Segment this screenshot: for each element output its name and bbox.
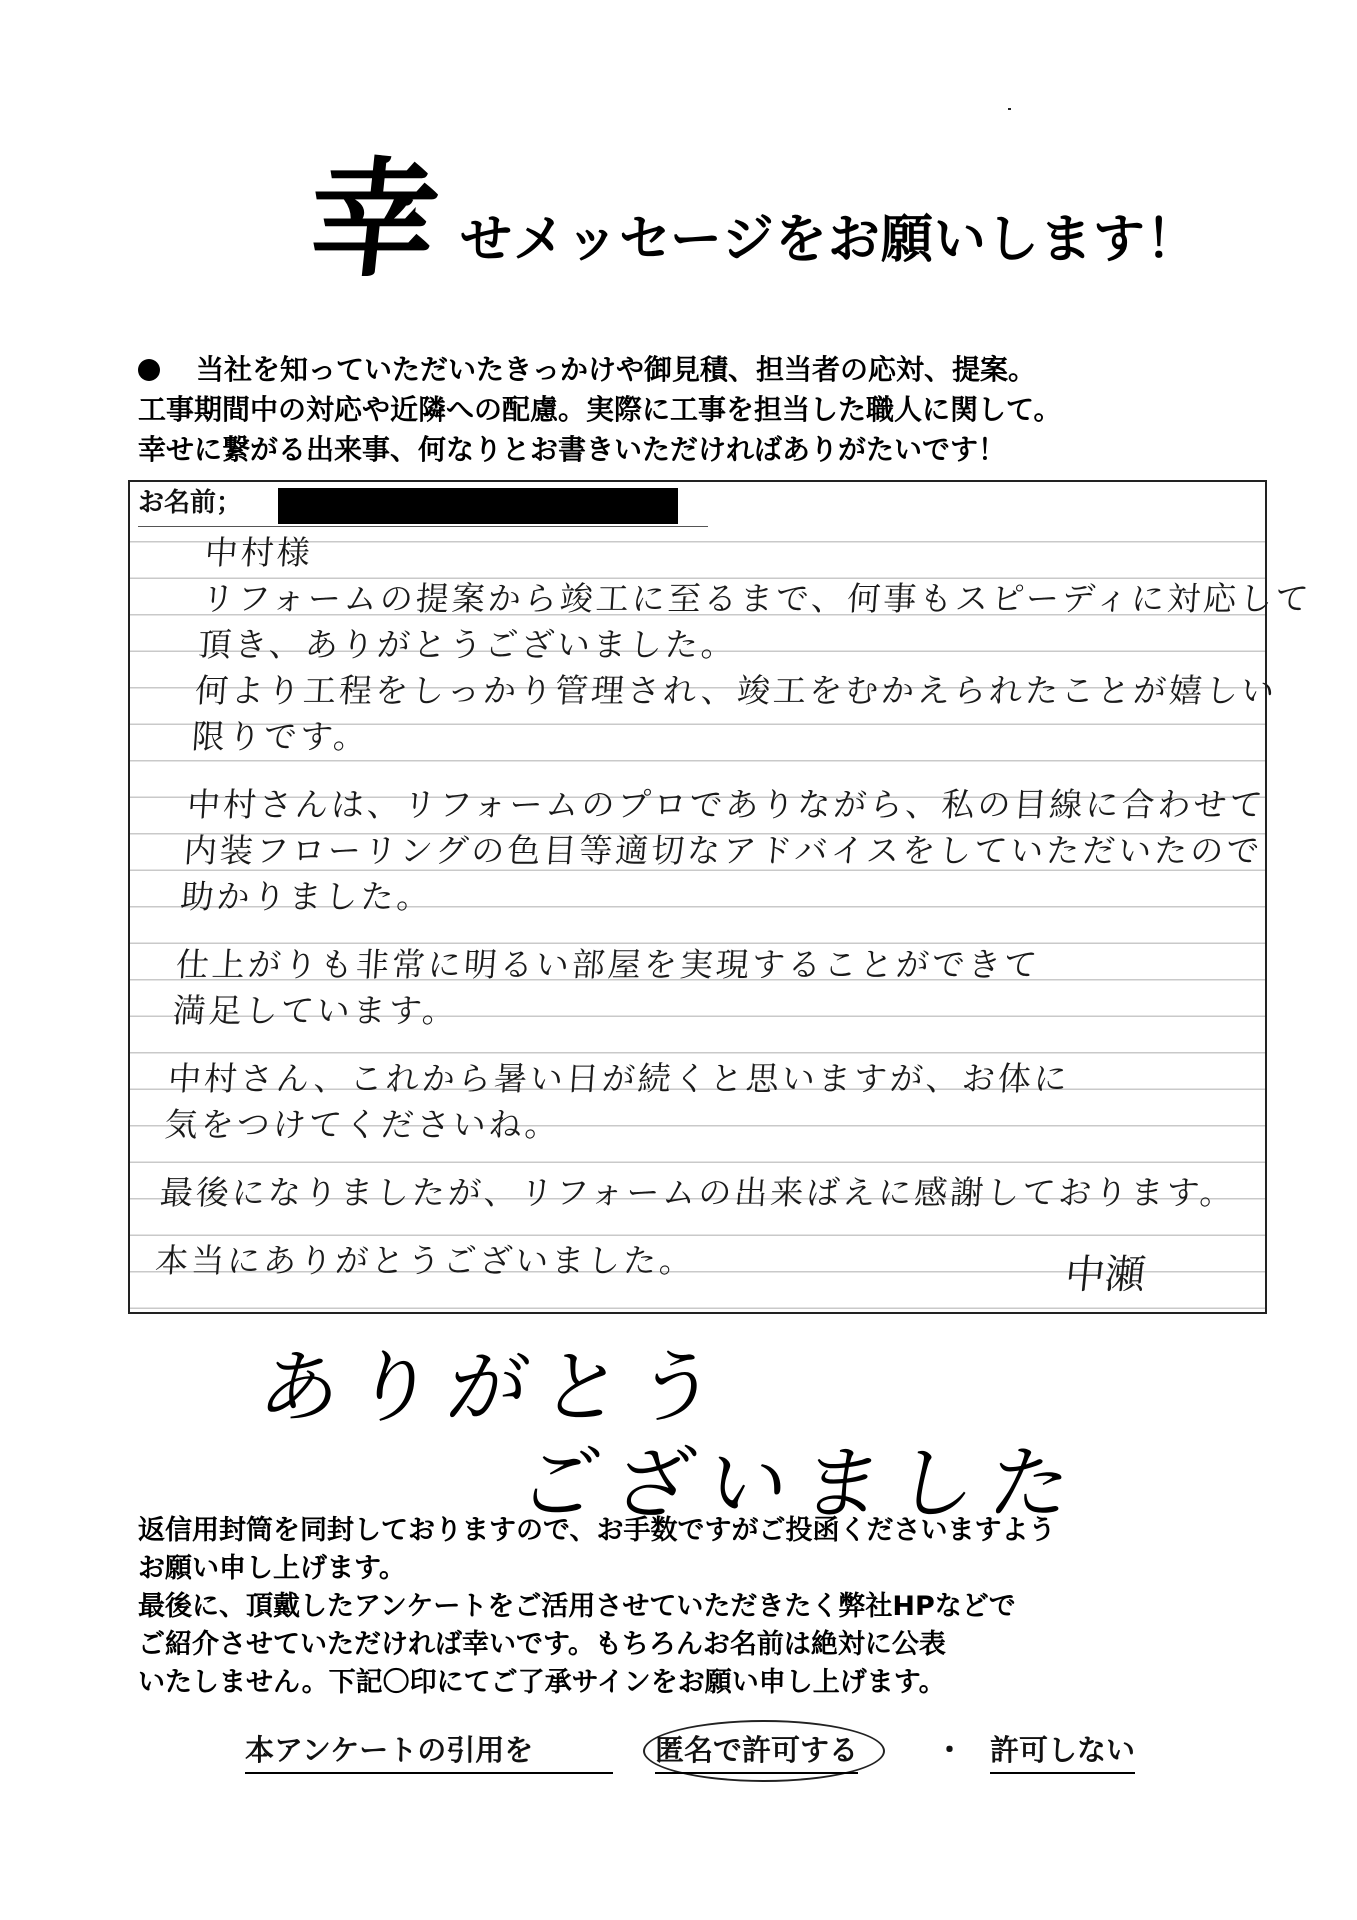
intro-text xyxy=(138,350,1278,470)
message-line: 仕上がりも非常に明るい部屋を実現することができて xyxy=(174,945,1042,984)
name-field xyxy=(138,488,242,518)
message-box xyxy=(128,480,1313,1314)
footer-text xyxy=(138,1512,1278,1702)
footer-line: 返信用封筒を同封しておりますので、お手数ですがご投函くださいますよう xyxy=(138,1515,1056,1546)
option-separator: ・ xyxy=(935,1733,965,1767)
intro-line-2: 工事期間中の対応や近隣への配慮。実際に工事を担当した職人に関して。 xyxy=(138,393,1062,426)
footer-line: 最後に、頂戴したアンケートをご活用させていただきたく弊社HPなどで xyxy=(138,1591,1016,1622)
thanks-calligraphy xyxy=(253,1340,1160,1532)
message-line: 最後になりましたが、リフォームの出来ばえに感謝しております。 xyxy=(158,1173,1238,1212)
name-redaction xyxy=(278,488,678,524)
message-line: 内装フローリングの色目等適切なアドバイスをしていただいたので xyxy=(182,831,1264,870)
footer-line: お願い申し上げます。 xyxy=(138,1553,406,1584)
message-gap xyxy=(189,760,1251,782)
message-gap xyxy=(170,1034,1232,1056)
option-deny[interactable]: 許可しない xyxy=(990,1728,1135,1774)
message-line: 限りです。 xyxy=(190,717,371,756)
handwritten-message xyxy=(153,530,1313,1284)
message-gap xyxy=(157,1216,1219,1238)
message-line: 頂き、ありがとうございました。 xyxy=(196,625,739,664)
name-label: お名前； xyxy=(138,488,243,518)
permission-label: 本アンケートの引用を xyxy=(245,1728,613,1774)
message-line: 本当にありがとうございました。 xyxy=(153,1241,697,1280)
option-permit-anonymous[interactable]: 匿名で許可する xyxy=(655,1728,858,1774)
footer-line: いたしません。下記〇印にてご了承サインをお願い申し上げます。 xyxy=(138,1667,946,1698)
footer-line: ご紹介させていただければ幸いです。もちろんお名前は絶対に公表 xyxy=(138,1629,946,1660)
message-line: 中村さん、これから暑い日が続くと思いますが、お体に xyxy=(166,1059,1072,1098)
message-line: 気をつけてくださいね。 xyxy=(163,1105,563,1144)
message-line: 助かりました。 xyxy=(179,877,435,916)
page-title xyxy=(302,145,1199,295)
message-line: リフォームの提案から竣工に至るまで、何事もスピーディに対応して xyxy=(200,579,1313,618)
name-underline xyxy=(138,526,708,527)
message-line: 中村様 xyxy=(203,533,315,572)
message-line: 中村さんは、リフォームのプロでありながら、私の目線に合わせて xyxy=(185,785,1267,824)
quote-permission xyxy=(245,1728,1165,1778)
handwritten-signature: 中瀬 xyxy=(1062,1252,1148,1298)
thanks-line-1: ありがとう xyxy=(253,1341,737,1434)
intro-line-3: 幸せに繋がる出来事、何なりとお書きいただければありがたいです！ xyxy=(138,433,1007,466)
thanks-line-2: ございました xyxy=(513,1437,1091,1530)
message-gap xyxy=(162,1148,1224,1170)
title-text: せメッセージをお願いします！ xyxy=(460,210,1199,270)
scan-speck xyxy=(1008,108,1011,110)
title-brush-character: 幸 xyxy=(302,145,446,295)
intro-line-1: 当社を知っていただいたきっかけや御見積、担当者の応対、提案。 xyxy=(138,350,1278,390)
message-line: 満足しています。 xyxy=(171,991,460,1030)
bullet-icon xyxy=(138,359,160,381)
message-gap xyxy=(178,920,1240,942)
message-line: 何より工程をしっかり管理され、竣工をむかえられたことが嬉しい xyxy=(193,671,1279,710)
